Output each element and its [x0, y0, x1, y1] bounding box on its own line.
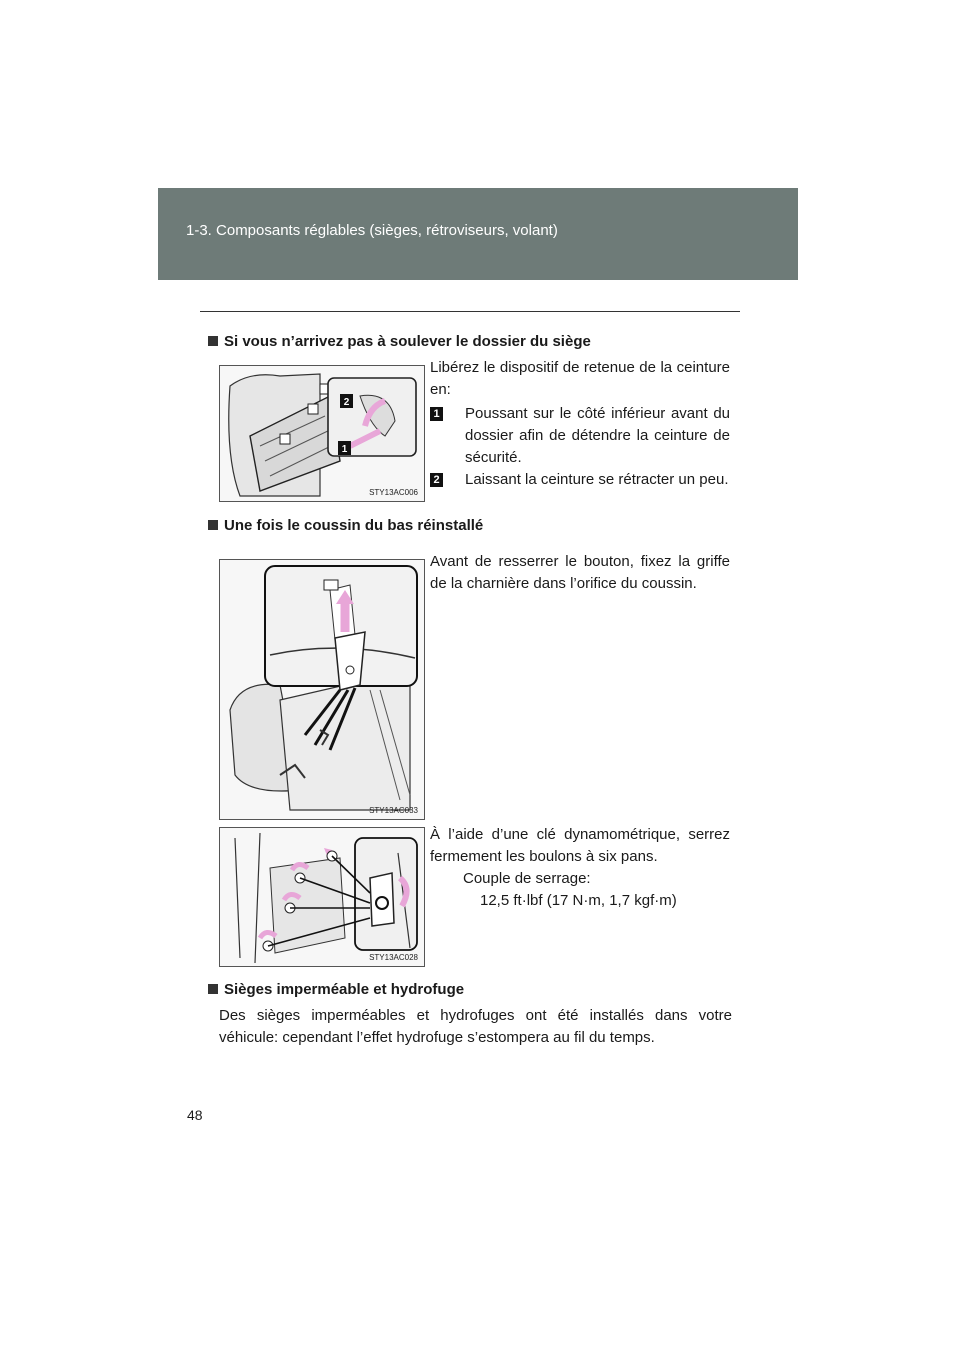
seatbelt-release-illustration: [220, 366, 424, 501]
section-heading-cushion: [208, 517, 483, 534]
figure-code: STY13AC033: [369, 806, 418, 815]
torque-value: 12,5 ft·lbf (17 N·m, 1,7 kgf·m): [480, 892, 677, 909]
hinge-instructions: Avant de resserrer le bouton, fixez la griffe de la charnière dans l’orifice du coussin.: [430, 553, 730, 592]
bullet-square-icon: [208, 984, 218, 994]
section-title: Si vous n’arrivez pas à soulever le dossier du siège: [224, 333, 591, 350]
section-heading-waterproof: [208, 981, 464, 998]
section-title: Sièges imperméable et hydrofuge: [224, 981, 465, 998]
svg-text:1: 1: [341, 444, 348, 455]
svg-text:2: 2: [343, 397, 350, 408]
step-1: [430, 403, 730, 469]
bullet-square-icon: [208, 520, 218, 530]
step-text: Laissant la ceinture se rétracter un peu.: [465, 471, 729, 488]
step-number-badge: 1: [430, 407, 443, 421]
page-number: 48: [187, 1107, 203, 1123]
figure-code: STY13AC006: [369, 488, 418, 497]
header-rule: [200, 311, 740, 312]
figure-torque-bolts: [219, 827, 425, 967]
waterproof-text: Des sièges imperméables et hydrofuges ont été installés dans votre véhicule: cependant l’effet hydrofuge s’estompera au fil du temps.: [219, 1007, 732, 1046]
figure-code: STY13AC028: [369, 953, 418, 962]
hinge-claw-illustration: [220, 560, 424, 819]
step-number-badge: 2: [430, 473, 443, 487]
section-title: Une fois le coussin du bas réinstallé: [224, 517, 484, 534]
torque-label: Couple de serrage:: [463, 870, 591, 887]
torque-bolts-illustration: [220, 828, 424, 966]
chapter-title: 1-3. Composants réglables (sièges, rétroviseurs, volant): [186, 222, 558, 239]
torque-instructions: À l’aide d’une clé dynamométrique, serrez fermement les boulons à six pans.: [430, 826, 730, 865]
step-2: [430, 469, 730, 491]
figure-hinge-claw: [219, 559, 425, 820]
chapter-header: [158, 188, 798, 280]
figure-seatbelt-release: [219, 365, 425, 502]
seatbelt-intro: Libérez le dispositif de retenue de la ceinture en:: [430, 359, 730, 398]
bullet-square-icon: [208, 336, 218, 346]
step-text: Poussant sur le côté inférieur avant du dossier afin de détendre la ceinture de sécurité.: [465, 405, 730, 466]
section-heading-seatback: [208, 333, 591, 350]
